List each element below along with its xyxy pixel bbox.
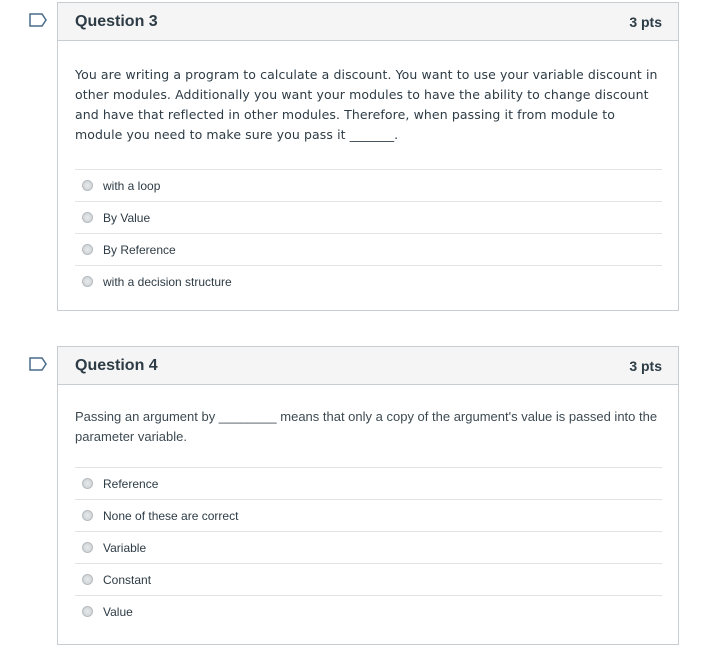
radio-button[interactable] [82, 276, 93, 287]
radio-button[interactable] [82, 542, 93, 553]
question-header [58, 3, 678, 41]
radio-button[interactable] [82, 606, 93, 617]
radio-button[interactable] [82, 510, 93, 521]
answer-label: Constant [103, 572, 152, 587]
answer-option[interactable] [75, 563, 662, 595]
question-title: Question 4 [75, 356, 158, 374]
answer-option[interactable] [75, 467, 662, 499]
question-points: 3 pts [629, 13, 662, 30]
answer-label: Value [103, 604, 133, 619]
answer-option[interactable] [75, 169, 662, 201]
radio-button[interactable] [82, 180, 93, 191]
answer-option[interactable] [75, 531, 662, 563]
answer-label: None of these are correct [103, 508, 239, 523]
answer-option[interactable] [75, 233, 662, 265]
question-title: Question 3 [75, 12, 158, 30]
radio-button[interactable] [82, 212, 93, 223]
question-4-card [57, 346, 679, 645]
answer-label: Reference [103, 476, 159, 491]
radio-button[interactable] [82, 574, 93, 585]
answer-option[interactable] [75, 265, 662, 297]
flag-question-icon[interactable] [29, 13, 47, 27]
radio-button[interactable] [82, 478, 93, 489]
question-text: Passing an argument by ________ means that only a copy of the argument's value is passed into the parameter variable. [75, 409, 658, 444]
question-text: You are writing a program to calculate a discount. You want to use your variable discount in other modules. Additionally you want your modules to have the ability to change discount and have that reflected in other modules. Therefore, when passing it from module to module you need to make sure you pass it _______. [75, 67, 658, 142]
answer-label: By Value [103, 210, 151, 225]
flag-question-icon[interactable] [29, 357, 47, 371]
question-3-card [57, 2, 679, 311]
radio-button[interactable] [82, 244, 93, 255]
answer-option[interactable] [75, 595, 662, 627]
question-header [58, 347, 678, 385]
question-points: 3 pts [629, 357, 662, 374]
answer-option[interactable] [75, 499, 662, 531]
answer-option[interactable] [75, 201, 662, 233]
answer-label: By Reference [103, 242, 176, 257]
answer-label: Variable [103, 540, 147, 555]
answer-label: with a decision structure [103, 274, 232, 289]
answer-label: with a loop [103, 178, 161, 193]
